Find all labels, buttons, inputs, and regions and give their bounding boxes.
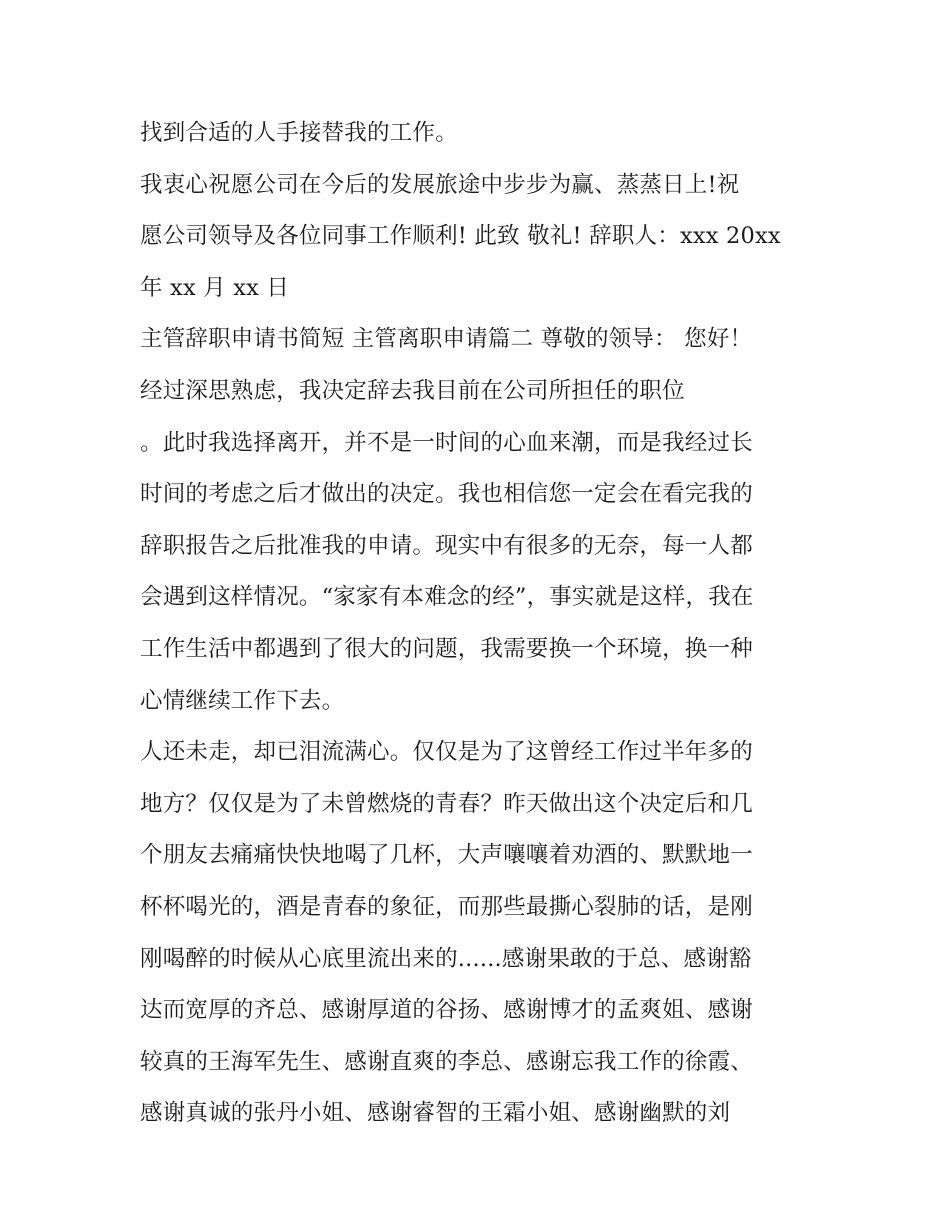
text-line: 感谢真诚的张丹小姐、感谢睿智的王霜小姐、感谢幽默的刘 bbox=[140, 1100, 731, 1127]
text-line: 较真的王海军先生、感谢直爽的李总、感谢忘我工作的徐霞、 bbox=[140, 1048, 753, 1075]
text-line: 。此时我选择离开，并不是一时间的心血来潮，而是我经过长 bbox=[140, 429, 753, 456]
text-line: 我衷心祝愿公司在今后的发展旅途中步步为赢、蒸蒸日上!祝 bbox=[140, 171, 740, 198]
text-line: 个朋友去痛痛快快地喝了几杯，大声嚷嚷着劝酒的、默默地一 bbox=[140, 842, 753, 869]
text-line: 主管辞职申请书简短 主管离职申请篇二 尊敬的领导： 您好！ bbox=[140, 326, 753, 353]
text-line: 达而宽厚的齐总、感谢厚道的谷扬、感谢博才的孟爽姐、感谢 bbox=[140, 997, 753, 1024]
text-line: 刚喝醉的时候从心底里流出来的......感谢果敢的于总、感谢豁 bbox=[140, 945, 752, 972]
text-line: 工作生活中都遇到了很大的问题，我需要换一个环境，换一种 bbox=[140, 635, 753, 662]
text-line: 辞职报告之后批准我的申请。现实中有很多的无奈，每一人都 bbox=[140, 532, 753, 559]
text-line: 经过深思熟虑，我决定辞去我目前在公司所担任的职位 bbox=[140, 377, 685, 404]
body-text bbox=[140, 108, 820, 1140]
text-line: 找到合适的人手接替我的工作。 bbox=[140, 120, 458, 146]
text-line: 杯杯喝光的，酒是青春的象征，而那些最撕心裂肺的话，是刚 bbox=[140, 893, 753, 920]
text-line: 愿公司领导及各位同事工作顺利! 此致 敬礼! 辞职人：xxx 20xx bbox=[140, 223, 781, 250]
text-line: 人还未走，却已泪流满心。仅仅是为了这曾经工作过半年多的 bbox=[140, 739, 753, 766]
text-line: 年 xx 月 xx 日 bbox=[140, 274, 290, 301]
text-line: 会遇到这样情况。“家家有本难念的经”，事实就是这样，我在 bbox=[140, 584, 754, 611]
text-line: 时间的考虑之后才做出的决定。我也相信您一定会在看完我的 bbox=[140, 481, 753, 508]
text-line: 心情继续工作下去。 bbox=[140, 687, 345, 714]
text-line: 地方？仅仅是为了未曾燃烧的青春？昨天做出这个决定后和几 bbox=[140, 790, 753, 817]
